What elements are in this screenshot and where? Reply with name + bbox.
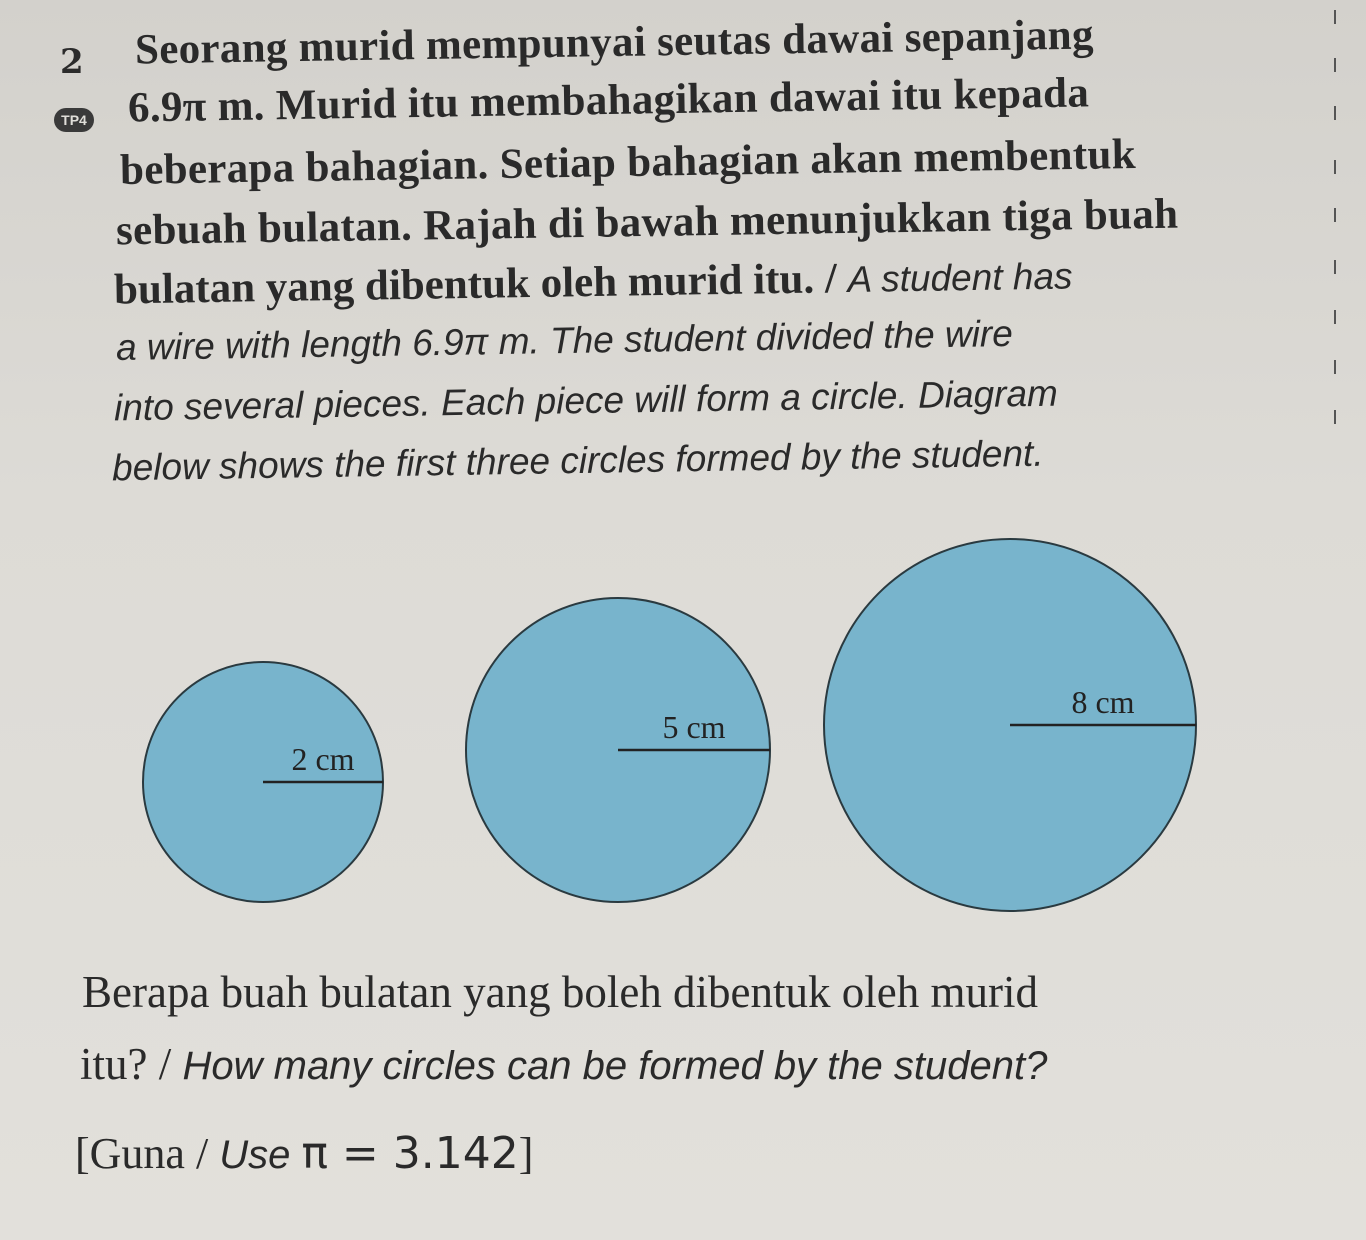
question-line-6: a wire with length 6.9π m. The student divided the wire bbox=[115, 312, 1014, 369]
pi-note-open: [Guna / bbox=[75, 1129, 220, 1178]
prompt-line-1: Berapa buah bulatan yang boleh dibentuk oleh murid bbox=[82, 967, 1038, 1017]
prompt-line-2-english: How many circles can be formed by the student? bbox=[182, 1044, 1048, 1088]
radius-label-1: 2 cm bbox=[291, 741, 355, 777]
radius-label-2: 5 cm bbox=[662, 709, 726, 745]
question-line-2: 6.9π m. Murid itu membahagikan dawai itu kepada bbox=[127, 69, 1090, 132]
pi-value-note bbox=[75, 1128, 533, 1179]
question-line-7: into several pieces. Each piece will form a circle. Diagram bbox=[113, 372, 1059, 429]
prompt-line-2 bbox=[80, 1038, 1047, 1090]
tp-level-badge: TP4 bbox=[54, 108, 94, 132]
circles-diagram bbox=[0, 520, 1366, 920]
margin-tick-marks bbox=[1334, 10, 1338, 430]
question-line-5-english: A student has bbox=[847, 255, 1073, 301]
question-line-5 bbox=[114, 250, 1073, 314]
pi-note-use: Use bbox=[219, 1133, 302, 1177]
radius-label-3: 8 cm bbox=[1071, 684, 1135, 720]
question-number: 2 bbox=[60, 42, 84, 82]
question-line-3: beberapa bahagian. Setiap bahagian akan membentuk bbox=[119, 131, 1137, 194]
question-line-5-malay: bulatan yang dibentuk oleh murid itu. / bbox=[113, 255, 848, 314]
question-line-1: Seorang murid mempunyai seutas dawai sepanjang bbox=[134, 11, 1095, 74]
question-line-4: sebuah bulatan. Rajah di bawah menunjukkan tiga buah bbox=[115, 190, 1179, 255]
pi-note-close: ] bbox=[518, 1129, 534, 1178]
pi-note-formula: π = 3.142 bbox=[301, 1128, 519, 1179]
question-line-8: below shows the first three circles formed by the student. bbox=[111, 432, 1044, 489]
prompt-line-2-malay: itu? / bbox=[80, 1039, 183, 1089]
